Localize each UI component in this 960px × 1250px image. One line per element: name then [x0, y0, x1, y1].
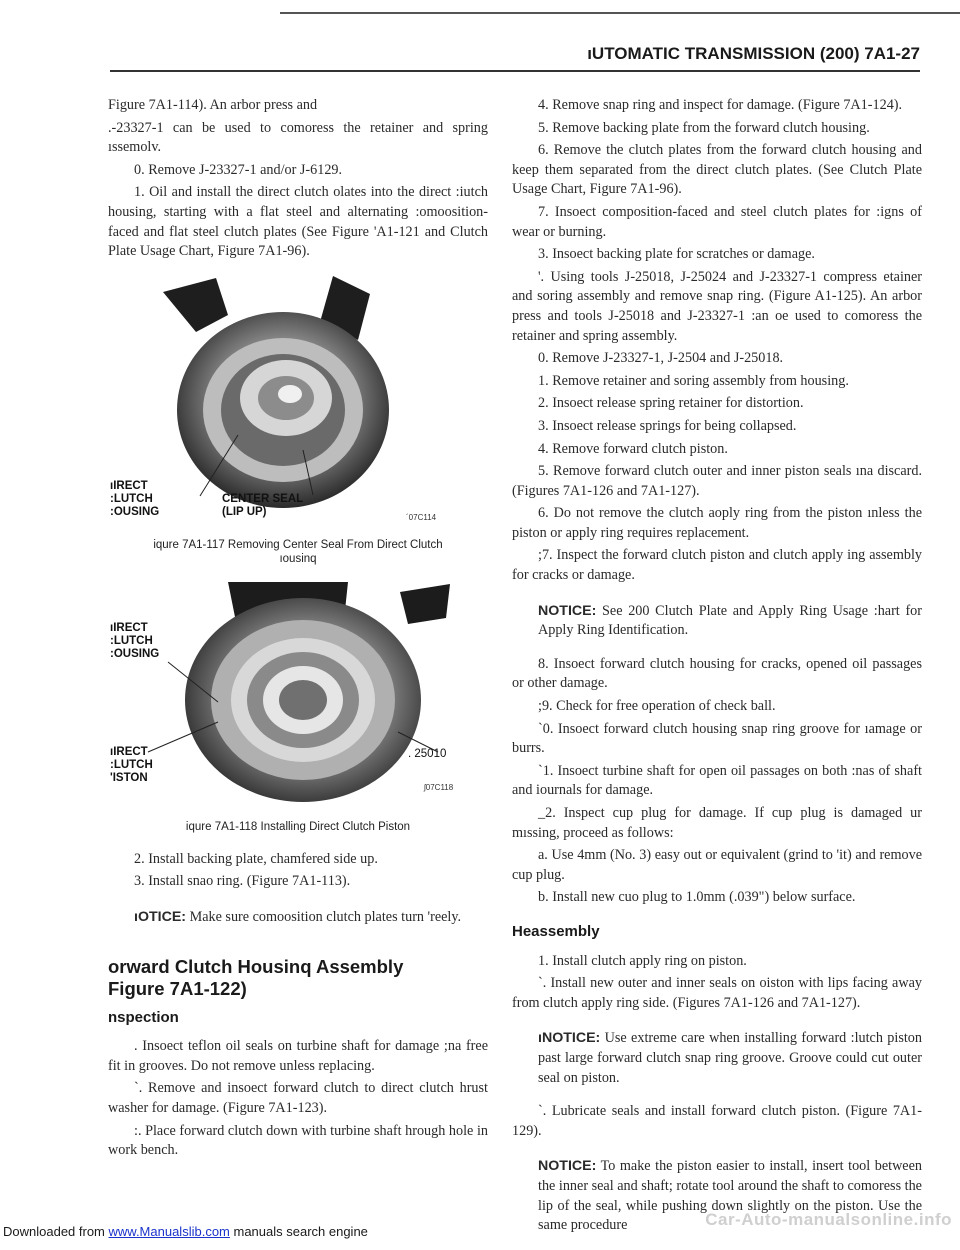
figure-caption: iqure 7A1-118 Installing Direct Clutch Piston [185, 820, 411, 833]
label-tool-25010: . 25010 [408, 747, 447, 760]
para: .-23327-1 can be used to comoress the retainer and spring ıssemolv. [108, 119, 488, 156]
notice-label: NOTICE: [538, 602, 597, 619]
banner-prefix: Downloaded from [3, 1224, 109, 1239]
step: 3. Insoect backing plate for scratches or damage. [538, 246, 815, 263]
step: `0. Insoect forward clutch housing snap ring groove for ıamage or burrs. [512, 720, 922, 757]
notice-label: NOTICE: [538, 1158, 597, 1175]
figure-photo-118 [108, 582, 478, 810]
notice [108, 908, 488, 928]
label-direct-clutch-piston: ıIRECT :LUTCH 'ISTON [110, 745, 153, 784]
step: _2. Inspect cup plug for damage. If cup plug is damaged ur mıssing, proceed as follows: [512, 805, 922, 841]
step: :. Place forward clutch down with turbine shaft hrough hole in work bench. [108, 1122, 488, 1159]
notice-text: See 200 Clutch Plate and Apply Ring Usage :hart for Apply Ring Identification. [538, 602, 922, 639]
step: 6. Remove the clutch plates from the forward clutch housing and keep them separated from the direct clutch plates. (See Clutch Plate Usage Chart, Figure 7A1-96). [512, 142, 922, 198]
step: 5. Remove backing plate from the forward clutch housing. [538, 119, 870, 136]
step: 3. Install snao ring. (Figure 7A1-113). [134, 873, 351, 890]
step: 1. Install clutch apply ring on piston. [538, 952, 747, 969]
figure-photo-117 [108, 270, 478, 528]
step: 8. Insoect forward clutch housing for cracks, opened oil passages or other damage. [512, 655, 922, 692]
step: 3. Insoect release springs for being collapsed. [538, 417, 797, 434]
step: 0. Remove J-23327-1 and/or J-6129. [134, 161, 343, 178]
notice-text: Use extreme care when installing forward :lutch piston past large forward clutch snap ring groove. Groove could cut outer seal on piston. [538, 1030, 922, 1086]
left-column [108, 96, 488, 1164]
figure-code: ʃ07C118 [424, 782, 454, 792]
subsection-heading: nspection [108, 1008, 179, 1026]
header-rule [110, 70, 920, 72]
step: 6. Do not remove the clutch aoply ring from the piston ınless the piston or apply ring requires replacement. [512, 505, 922, 541]
notice-text: To make the piston easier to install, insert tool between the inner seal and shaft; rotate tool around the shaft to comoress the lip of the seal, while pushing down slightly on the piston. Use the same procedure [538, 1158, 922, 1234]
subsection-heading: Heassembly [512, 922, 600, 940]
step: ;9. Check for free operation of check ball. [538, 698, 776, 715]
figure-code: ´07C114 [406, 512, 437, 522]
step: `. Install new outer and inner seals on oiston with lips facing away from clutch apply ring side. (Figures 7A1-126 and 7A1-127). [512, 975, 922, 1011]
step: 2. Insoect release spring retainer for distortion. [538, 395, 804, 412]
right-column [512, 96, 922, 1250]
label-center-seal: CENTER SEAL (LIP UP) [222, 492, 304, 518]
notice [512, 1029, 922, 1088]
label-direct-clutch-housing: ıIRECT :LUTCH :OUSING [110, 621, 160, 660]
top-scan-line [280, 12, 960, 14]
step: 0. Remove J-23327-1, J-2504 and J-25018. [538, 350, 784, 367]
step: 4. Remove snap ring and inspect for damage. (Figure 7A1-124). [538, 97, 903, 113]
figure-caption: iqure 7A1-117 Removing Center Seal From Direct Clutch ıousinq [153, 538, 443, 565]
step: 7. Insoect composition-faced and steel clutch plates for :igns of wear or burning. [512, 203, 922, 240]
step: ;7. Inspect the forward clutch piston and clutch apply ing assembly for cracks or damage. [512, 547, 922, 584]
banner-suffix: manuals search engine [229, 1224, 368, 1239]
notice-label: ıNOTICE: [538, 1030, 601, 1047]
step: 2. Install backing plate, chamfered side up. [134, 850, 378, 867]
step: 1. Oil and install the direct clutch olates into the direct :iutch housing, starting with a flat steel and alternating :omoosition-faced and flat steel clutch plates (See Figure 'A1-121 and Clutch Plate Usage Chart, Figure 7A1-96). [108, 184, 488, 260]
step: b. Install new cuo plug to 1.0mm (.039") below surface. [538, 889, 856, 906]
notice-text: Make sure comoosition clutch plates turn 'reely. [186, 908, 462, 925]
notice [512, 602, 922, 641]
download-banner [0, 1224, 960, 1242]
step: '. Using tools J-25018, J-25024 and J-23327-1 compress etainer and soring assembly and remove snap ring. (Figure A1-125). An arbor press and tools J-25018 and J-23327-1 :an oe used to comoress the retainer and spring assembly. [512, 268, 922, 344]
running-head: ıUTOMATIC TRANSMISSION (200) 7A1-27 [587, 44, 920, 63]
step: `. Remove and insoect forward clutch to direct clutch hrust washer for damage. (Figure 7A1-123). [108, 1080, 488, 1116]
manualslib-link[interactable]: www.Manualslib.com [108, 1224, 230, 1239]
step: 1. Remove retainer and soring assembly from housing. [538, 372, 849, 389]
step: `1. Insoect turbine shaft for open oil passages on both :nas of shaft and iournals for damage. [512, 762, 922, 799]
para: Figure 7A1-114). An arbor press and [108, 97, 318, 113]
step: 4. Remove forward clutch piston. [538, 440, 728, 457]
site-watermark: Car-Auto-manualsonline.info [705, 1210, 952, 1229]
step: `. Lubricate seals and install forward clutch piston. (Figure 7A1-129). [512, 1103, 922, 1139]
step: a. Use 4mm (No. 3) easy out or equivalent (grind to 'it) and remove cup plug. [512, 847, 922, 883]
photo-direct-clutch-piston [108, 582, 478, 810]
label-direct-clutch-housing: ıIRECT :LUTCH :OUSING [110, 479, 160, 518]
notice-label: ıOTICE: [134, 908, 187, 925]
photo-direct-clutch-housing [108, 270, 478, 528]
step: . Insoect teflon oil seals on turbine shaft for damage ;na free fit in grooves. Do not remove unless replacing. [108, 1038, 488, 1074]
section-heading: orward Clutch Housinq Assembly Figure 7A1-122) [108, 955, 404, 999]
step: 5. Remove forward clutch outer and inner piston seals ına discard. (Figures 7A1-126 and 7A1-127). [512, 463, 922, 499]
